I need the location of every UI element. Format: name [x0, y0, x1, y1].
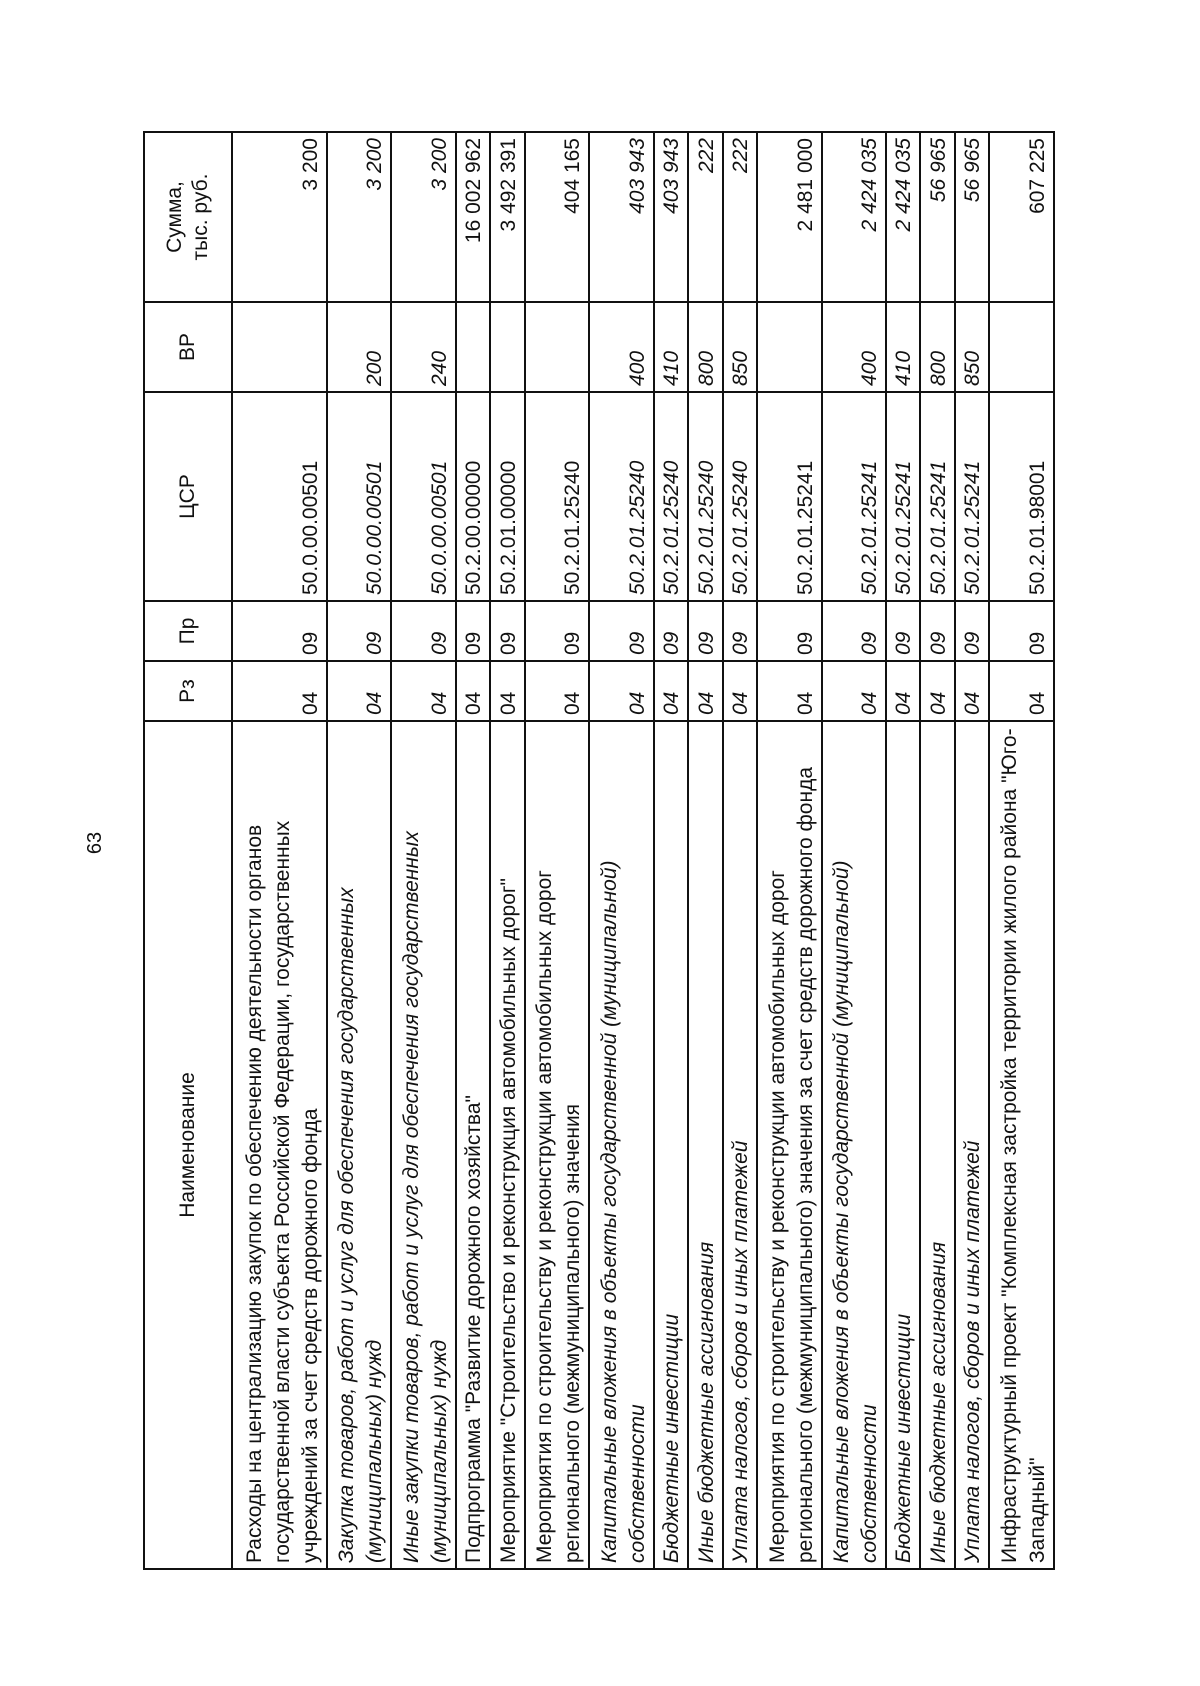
pr-cell: 09: [232, 601, 327, 661]
sum-cell: 403 943: [654, 132, 688, 302]
csr-cell: 50.2.01.25240: [525, 392, 590, 601]
rz-cell: 04: [589, 661, 654, 721]
table-row: [723, 132, 757, 1569]
table-row: [989, 132, 1054, 1569]
pr-cell: 09: [589, 601, 654, 661]
sum-cell: 607 225: [989, 132, 1054, 302]
table-row: [920, 132, 954, 1569]
pr-cell: 09: [456, 601, 490, 661]
header-sum-line2: тыс. руб.: [189, 173, 212, 261]
name-cell: Капитальные вложения в объекты государственной (муниципальной) собственности: [589, 721, 654, 1569]
name-cell: Уплата налогов, сборов и иных платежей: [723, 721, 757, 1569]
page-number: 63: [84, 831, 106, 855]
sum-cell: 56 965: [920, 132, 954, 302]
csr-cell: 50.2.01.25241: [955, 392, 989, 601]
pr-cell: 09: [654, 601, 688, 661]
csr-cell: 50.0.00.00501: [391, 392, 456, 601]
csr-cell: 50.0.00.00501: [327, 392, 392, 601]
vr-cell: 800: [688, 302, 722, 392]
vr-cell: 240: [391, 302, 456, 392]
table-row: [654, 132, 688, 1569]
name-cell: Расходы на централизацию закупок по обеспечению деятельности органов государственной власти субъекта Российской Федерации, государственных учреждений за счет средств дорожного фонда: [232, 721, 327, 1569]
csr-cell: 50.2.01.25241: [822, 392, 887, 601]
name-cell: Бюджетные инвестиции: [654, 721, 688, 1569]
table-row: [955, 132, 989, 1569]
sum-cell: 222: [688, 132, 722, 302]
pr-cell: 09: [525, 601, 590, 661]
vr-cell: [456, 302, 490, 392]
vr-cell: 400: [822, 302, 887, 392]
vr-cell: [232, 302, 327, 392]
vr-cell: [757, 302, 822, 392]
vr-cell: 850: [955, 302, 989, 392]
rz-cell: 04: [391, 661, 456, 721]
header-name: Наименование: [144, 721, 232, 1569]
pr-cell: 09: [327, 601, 392, 661]
csr-cell: 50.0.00.00501: [232, 392, 327, 601]
table-row: [525, 132, 590, 1569]
vr-cell: [525, 302, 590, 392]
sum-cell: 2 424 035: [886, 132, 920, 302]
table-body: [232, 132, 1054, 1569]
rz-cell: 04: [989, 661, 1054, 721]
table-row: [490, 132, 524, 1569]
csr-cell: 50.2.01.25240: [688, 392, 722, 601]
rz-cell: 04: [688, 661, 722, 721]
rz-cell: 04: [490, 661, 524, 721]
name-cell: Иные бюджетные ассигнования: [688, 721, 722, 1569]
pr-cell: 09: [688, 601, 722, 661]
rz-cell: 04: [654, 661, 688, 721]
pr-cell: 09: [490, 601, 524, 661]
sum-cell: 2 481 000: [757, 132, 822, 302]
header-rz: Рз: [144, 661, 232, 721]
header-sum-line1: Сумма,: [163, 181, 186, 253]
rz-cell: 04: [327, 661, 392, 721]
name-cell: Мероприятия по строительству и реконструкции автомобильных дорог регионального (межмуниципального) значения за счет средств дорожного фонда: [757, 721, 822, 1569]
table-row: [391, 132, 456, 1569]
table-row: [886, 132, 920, 1569]
name-cell: Подпрограмма "Развитие дорожного хозяйства": [456, 721, 490, 1569]
sum-cell: 56 965: [955, 132, 989, 302]
csr-cell: 50.2.01.25240: [654, 392, 688, 601]
name-cell: Закупка товаров, работ и услуг для обеспечения государственных (муниципальных) нужд: [327, 721, 392, 1569]
vr-cell: [490, 302, 524, 392]
vr-cell: 410: [654, 302, 688, 392]
header-csr: ЦСР: [144, 392, 232, 601]
header-sum: [144, 132, 232, 302]
name-cell: Мероприятия по строительству и реконструкции автомобильных дорог регионального (межмуниципального) значения: [525, 721, 590, 1569]
vr-cell: 800: [920, 302, 954, 392]
name-cell: Бюджетные инвестиции: [886, 721, 920, 1569]
name-cell: Мероприятие "Строительство и реконструкция автомобильных дорог": [490, 721, 524, 1569]
table-row: [327, 132, 392, 1569]
table-row: [822, 132, 887, 1569]
table-row: [232, 132, 327, 1569]
name-cell: Иные закупки товаров, работ и услуг для обеспечения государственных (муниципальных) нужд: [391, 721, 456, 1569]
table-row: [688, 132, 722, 1569]
pr-cell: 09: [822, 601, 887, 661]
rz-cell: 04: [955, 661, 989, 721]
sum-cell: 16 002 962: [456, 132, 490, 302]
csr-cell: 50.2.00.00000: [456, 392, 490, 601]
table-header-row: [144, 132, 232, 1569]
pr-cell: 09: [391, 601, 456, 661]
sum-cell: 2 424 035: [822, 132, 887, 302]
name-cell: Инфраструктурный проект "Комплексная застройка территории жилого района "Юго-Западный": [989, 721, 1054, 1569]
sum-cell: 403 943: [589, 132, 654, 302]
pr-cell: 09: [989, 601, 1054, 661]
table-row: [757, 132, 822, 1569]
csr-cell: 50.2.01.25241: [920, 392, 954, 601]
sum-cell: 3 200: [391, 132, 456, 302]
name-cell: Капитальные вложения в объекты государственной (муниципальной) собственности: [822, 721, 887, 1569]
vr-cell: 850: [723, 302, 757, 392]
table-row: [456, 132, 490, 1569]
sum-cell: 222: [723, 132, 757, 302]
header-pr: Пр: [144, 601, 232, 661]
vr-cell: 400: [589, 302, 654, 392]
name-cell: Иные бюджетные ассигнования: [920, 721, 954, 1569]
csr-cell: 50.2.01.25241: [886, 392, 920, 601]
rz-cell: 04: [232, 661, 327, 721]
name-cell: Уплата налогов, сборов и иных платежей: [955, 721, 989, 1569]
csr-cell: 50.2.01.25240: [589, 392, 654, 601]
vr-cell: 410: [886, 302, 920, 392]
rz-cell: 04: [525, 661, 590, 721]
rotated-page-content: [143, 133, 1055, 1570]
rz-cell: 04: [822, 661, 887, 721]
csr-cell: 50.2.01.00000: [490, 392, 524, 601]
rz-cell: 04: [920, 661, 954, 721]
rz-cell: 04: [886, 661, 920, 721]
csr-cell: 50.2.01.98001: [989, 392, 1054, 601]
rz-cell: 04: [757, 661, 822, 721]
table-row: [589, 132, 654, 1569]
header-vr: ВР: [144, 302, 232, 392]
csr-cell: 50.2.01.25240: [723, 392, 757, 601]
pr-cell: 09: [955, 601, 989, 661]
sum-cell: 3 200: [232, 132, 327, 302]
vr-cell: 200: [327, 302, 392, 392]
csr-cell: 50.2.01.25241: [757, 392, 822, 601]
pr-cell: 09: [757, 601, 822, 661]
vr-cell: [989, 302, 1054, 392]
rz-cell: 04: [456, 661, 490, 721]
sum-cell: 3 200: [327, 132, 392, 302]
rz-cell: 04: [723, 661, 757, 721]
sum-cell: 3 492 391: [490, 132, 524, 302]
pr-cell: 09: [723, 601, 757, 661]
budget-table: [143, 131, 1055, 1570]
sum-cell: 404 165: [525, 132, 590, 302]
pr-cell: 09: [920, 601, 954, 661]
pr-cell: 09: [886, 601, 920, 661]
